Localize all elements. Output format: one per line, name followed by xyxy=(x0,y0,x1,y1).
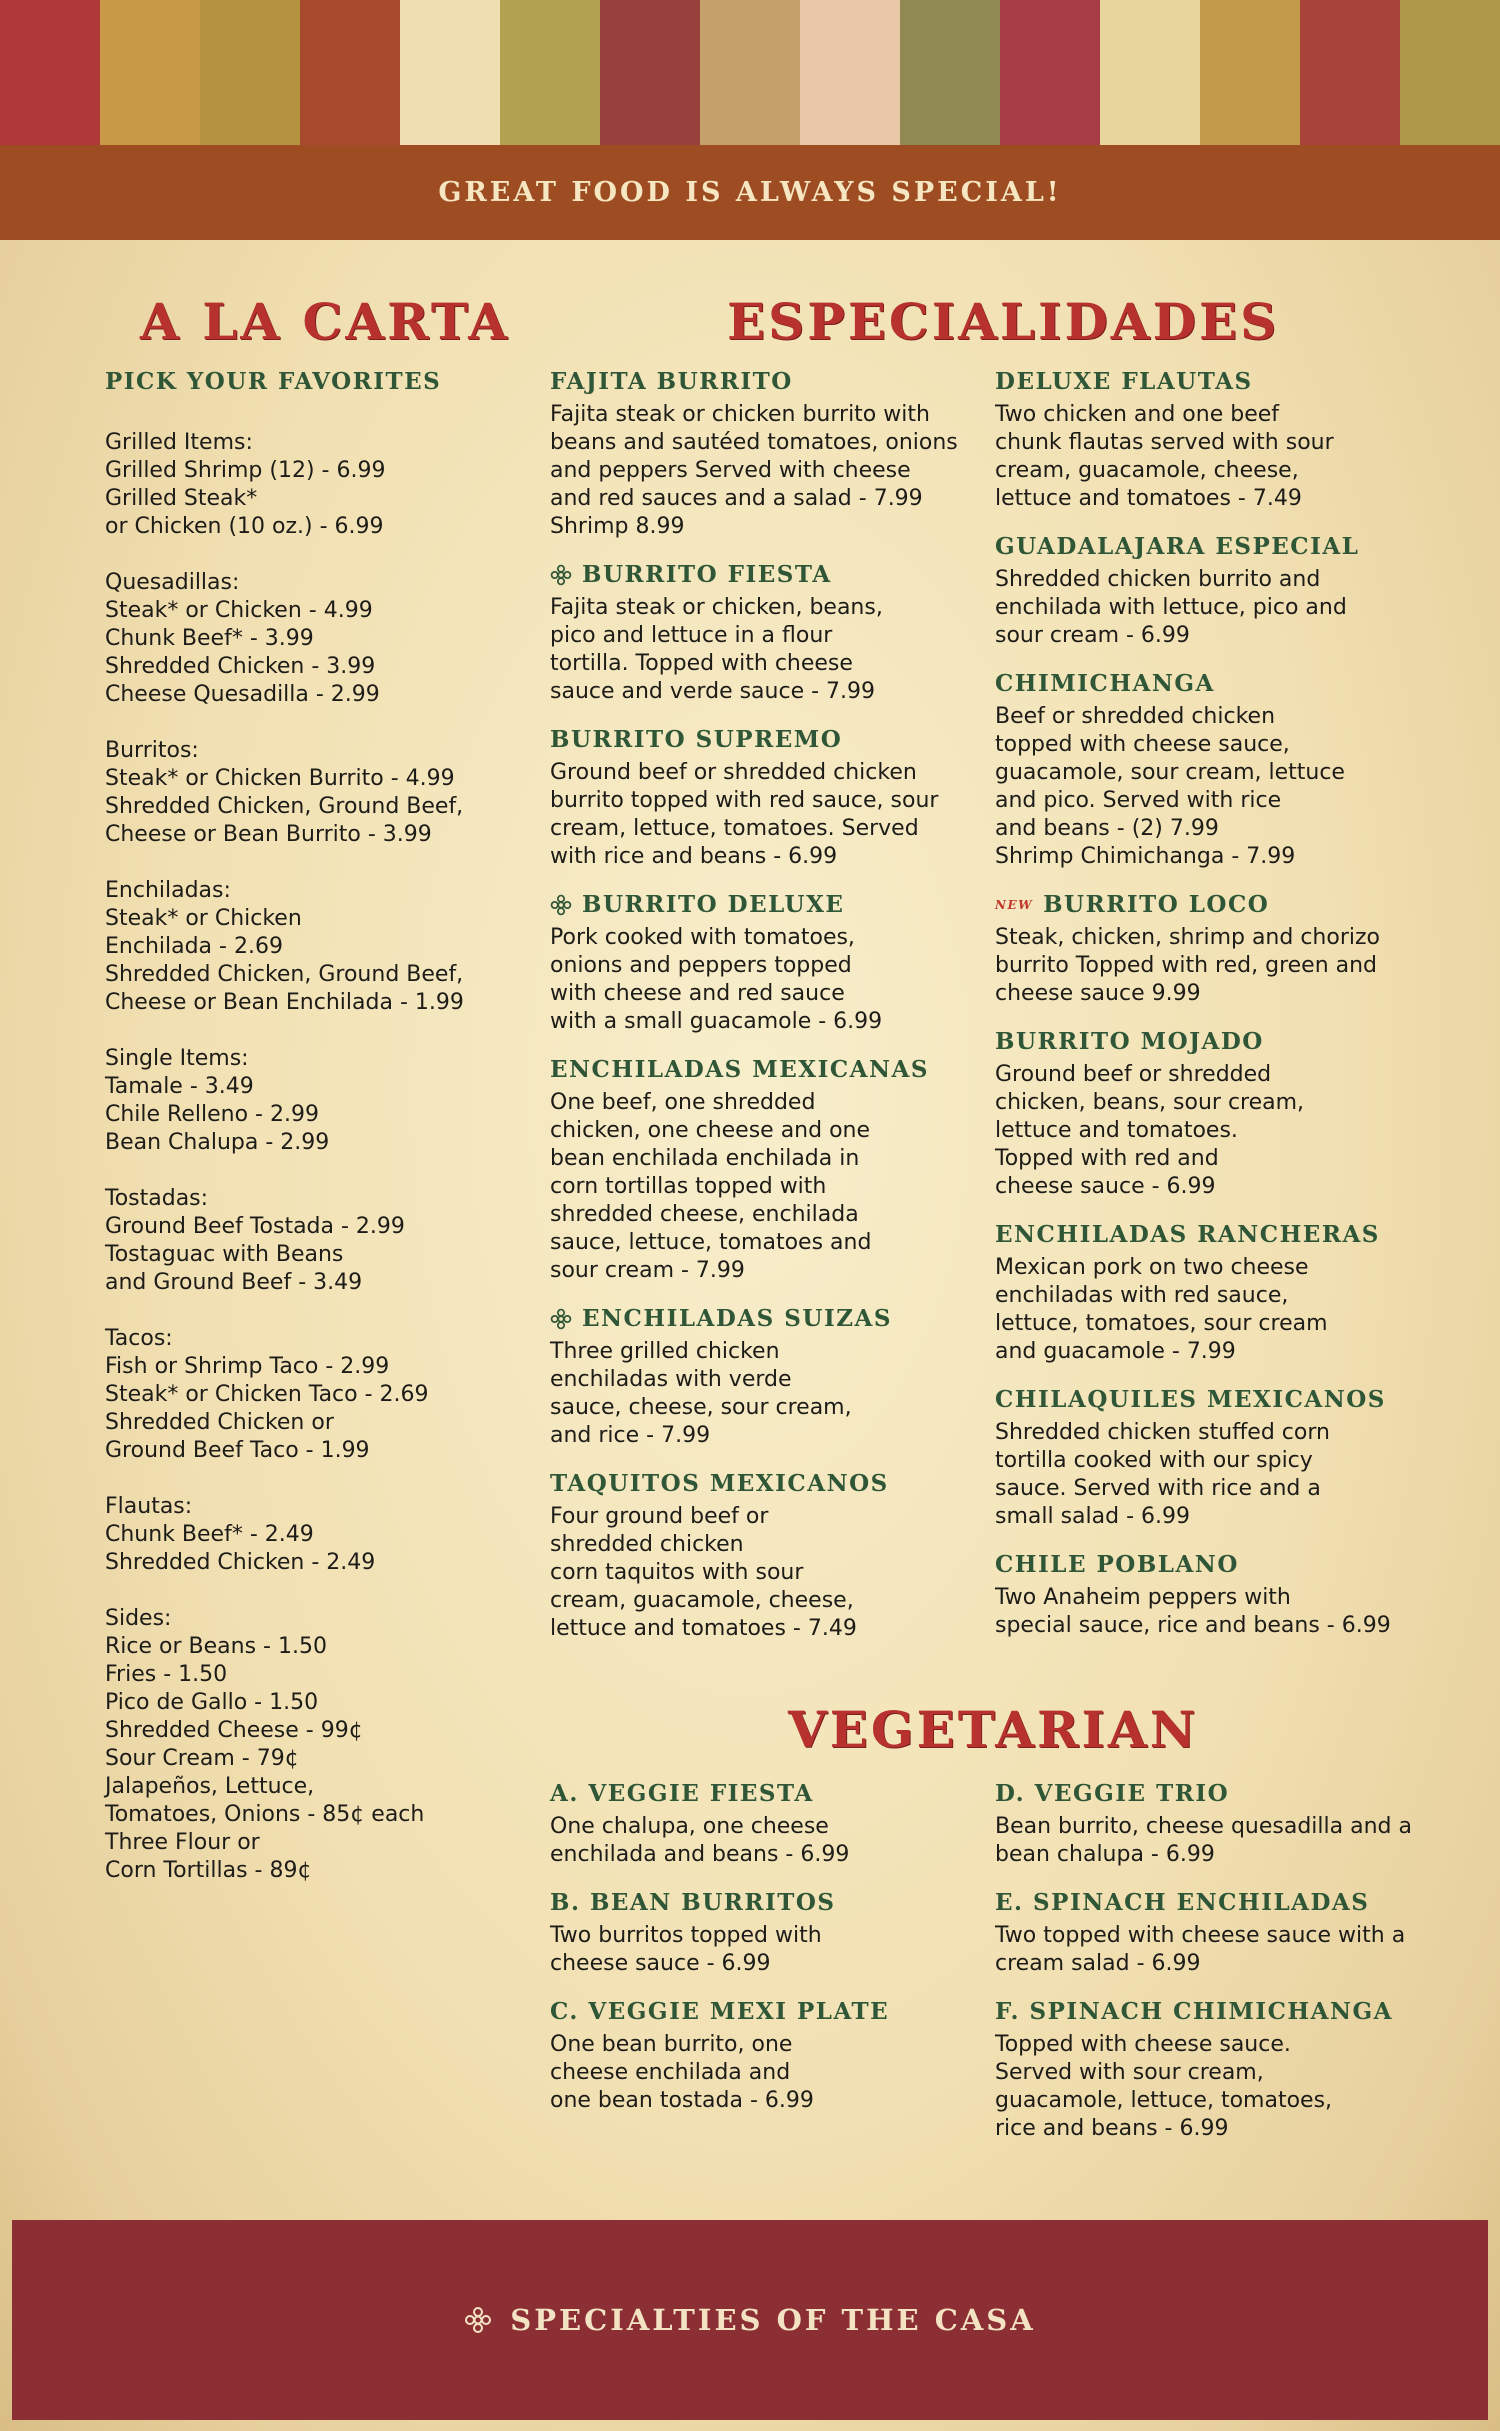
flower-icon xyxy=(550,564,572,586)
menu-item xyxy=(995,1028,1415,1201)
menu-item xyxy=(550,891,970,1036)
menu-item xyxy=(550,1998,970,2115)
menu-item-description: Two Anaheim peppers with special sauce, rice and beans - 6.99 xyxy=(995,1585,1391,1638)
menu-item-title xyxy=(550,891,970,918)
stripe xyxy=(1200,0,1300,145)
menu-item xyxy=(995,368,1415,513)
menu-item-description: Four ground beef or shredded chicken corn taquitos with sour cream, guacamole, cheese, lettuce and tomatoes - 7.49 xyxy=(550,1504,857,1641)
menu-item xyxy=(995,1780,1415,1869)
menu-item xyxy=(995,1386,1415,1531)
menu-item-description: Fajita steak or chicken, beans, pico and lettuce in a flour tortilla. Topped with cheese sauce and verde sauce - 7.99 xyxy=(550,595,883,704)
menu-item-description: Ground beef or shredded chicken burrito topped with red sauce, sour cream, lettuce, tomatoes. Served with rice and beans - 6.99 xyxy=(550,760,939,869)
menu-item-name: BURRITO MOJADO xyxy=(995,1028,1264,1055)
menu-item xyxy=(995,1889,1415,1978)
top-banner xyxy=(0,145,1500,240)
stripe xyxy=(400,0,500,145)
flower-icon xyxy=(550,894,572,916)
menu-item-title xyxy=(995,368,1415,395)
stripe xyxy=(700,0,800,145)
menu-item-title xyxy=(550,1305,970,1332)
a-la-carta-title: A LA CARTA xyxy=(140,292,511,351)
menu-item xyxy=(550,1889,970,1978)
menu-item-description: Fajita steak or chicken burrito with beans and sautéed tomatoes, onions and peppers Served with cheese and red sauces and a salad - 7.99 Shrimp 8.99 xyxy=(550,402,958,539)
menu-item-title xyxy=(995,1998,1415,2025)
menu-item-title xyxy=(995,670,1415,697)
menu-item-name: ENCHILADAS MEXICANAS xyxy=(550,1056,929,1083)
menu-item-description: Steak, chicken, shrimp and chorizo burrito Topped with red, green and cheese sauce 9.99 xyxy=(995,925,1380,1006)
a-la-carta-group: Burritos: Steak* or Chicken Burrito - 4.99 Shredded Chicken, Ground Beef, Cheese or Bean Burrito - 3.99 xyxy=(105,738,464,847)
menu-item-name: GUADALAJARA ESPECIAL xyxy=(995,533,1360,560)
menu-item xyxy=(550,1056,970,1285)
menu-item-title xyxy=(995,1889,1415,1916)
especialidades-column-2 xyxy=(995,368,1415,1660)
menu-item-name: E. SPINACH ENCHILADAS xyxy=(995,1889,1370,1916)
menu-item-name: C. VEGGIE MEXI PLATE xyxy=(550,1998,890,2025)
a-la-carta-group: Sides: Rice or Beans - 1.50 Fries - 1.50 Pico de Gallo - 1.50 Shredded Cheese - 99¢ Sour Cream - 79¢ Jalapeños, Lettuce, Tomatoes, Onions - 85¢ each Three Flour or Corn Tortillas - 89¢ xyxy=(105,1606,425,1883)
stripe xyxy=(0,0,100,145)
menu-item-title xyxy=(550,1889,970,1916)
a-la-carta-group: Flautas: Chunk Beef* - 2.49 Shredded Chicken - 2.49 xyxy=(105,1494,376,1575)
menu-item-name: DELUXE FLAUTAS xyxy=(995,368,1253,395)
menu-item-title xyxy=(550,368,970,395)
stripe xyxy=(600,0,700,145)
stripe xyxy=(200,0,300,145)
menu-item-title xyxy=(550,1780,970,1807)
menu-item xyxy=(550,1780,970,1869)
menu-item-description: Mexican pork on two cheese enchiladas with red sauce, lettuce, tomatoes, sour cream and guacamole - 7.99 xyxy=(995,1255,1328,1364)
menu-item-description: One bean burrito, one cheese enchilada and one bean tostada - 6.99 xyxy=(550,2032,814,2113)
menu-item-description: One beef, one shredded chicken, one cheese and one bean enchilada enchilada in corn tortillas topped with shredded cheese, enchilada sauce, lettuce, tomatoes and sour cream - 7.99 xyxy=(550,1090,872,1283)
a-la-carta-group: Tostadas: Ground Beef Tostada - 2.99 Tostaguac with Beans and Ground Beef - 3.49 xyxy=(105,1186,405,1295)
menu-item-name: B. BEAN BURRITOS xyxy=(550,1889,836,1916)
menu-item-title xyxy=(550,726,970,753)
a-la-carta-group: Tacos: Fish or Shrimp Taco - 2.99 Steak* or Chicken Taco - 2.69 Shredded Chicken or Ground Beef Taco - 1.99 xyxy=(105,1326,429,1463)
menu-item-title xyxy=(550,1998,970,2025)
stripe xyxy=(1400,0,1500,145)
menu-item-name: ENCHILADAS SUIZAS xyxy=(582,1305,892,1332)
menu-item-description: Topped with cheese sauce. Served with sour cream, guacamole, lettuce, tomatoes, rice and beans - 6.99 xyxy=(995,2032,1333,2141)
menu-item-description: Beef or shredded chicken topped with cheese sauce, guacamole, sour cream, lettuce and pico. Served with rice and beans - (2) 7.99 Shrimp Chimichanga - 7.99 xyxy=(995,704,1345,869)
stripe xyxy=(800,0,900,145)
menu-item-title xyxy=(550,1470,970,1497)
menu-item xyxy=(550,1470,970,1643)
vegetarian-title: VEGETARIAN xyxy=(788,1700,1199,1759)
especialidades-title: ESPECIALIDADES xyxy=(727,292,1280,351)
menu-item-name: BURRITO DELUXE xyxy=(582,891,845,918)
stripe xyxy=(1300,0,1400,145)
especialidades-column-1 xyxy=(550,368,970,1663)
menu-item-description: Two chicken and one beef chunk flautas served with sour cream, guacamole, cheese, lettuce and tomatoes - 7.49 xyxy=(995,402,1334,511)
stripe xyxy=(100,0,200,145)
footer-text: SPECIALTIES OF THE CASA xyxy=(510,2303,1036,2337)
menu-item xyxy=(995,670,1415,871)
a-la-carta-column xyxy=(105,368,525,1913)
menu-item xyxy=(995,1998,1415,2143)
stripe xyxy=(300,0,400,145)
stripe xyxy=(1100,0,1200,145)
a-la-carta-group: Enchiladas: Steak* or Chicken Enchilada - 2.69 Shredded Chicken, Ground Beef, Cheese or Bean Enchilada - 1.99 xyxy=(105,878,464,1015)
menu-item-name: F. SPINACH CHIMICHANGA xyxy=(995,1998,1394,2025)
menu-item-title xyxy=(995,1551,1415,1578)
menu-item-name: ENCHILADAS RANCHERAS xyxy=(995,1221,1380,1248)
menu-item xyxy=(550,561,970,706)
menu-item-title xyxy=(995,891,1415,918)
a-la-carta-group: Single Items: Tamale - 3.49 Chile Relleno - 2.99 Bean Chalupa - 2.99 xyxy=(105,1046,330,1155)
menu-item-title xyxy=(550,561,970,588)
menu-item-name: BURRITO FIESTA xyxy=(582,561,832,588)
banner-text: GREAT FOOD IS ALWAYS SPECIAL! xyxy=(438,177,1062,208)
menu-item-name: CHIMICHANGA xyxy=(995,670,1215,697)
menu-item xyxy=(995,891,1415,1008)
menu-item-description: Two topped with cheese sauce with a cream salad - 6.99 xyxy=(995,1923,1406,1976)
menu-item xyxy=(550,726,970,871)
vegetarian-column-1 xyxy=(550,1780,970,2135)
menu-item-description: Pork cooked with tomatoes, onions and peppers topped with cheese and red sauce with a small guacamole - 6.99 xyxy=(550,925,883,1034)
a-la-carta-groups xyxy=(105,429,525,1885)
menu-item-description: Two burritos topped with cheese sauce - 6.99 xyxy=(550,1923,822,1976)
menu-item-title xyxy=(995,1386,1415,1413)
menu-item-title xyxy=(995,1028,1415,1055)
menu-item-description: Ground beef or shredded chicken, beans, sour cream, lettuce and tomatoes. Topped with red and cheese sauce - 6.99 xyxy=(995,1062,1305,1199)
menu-item-description: Shredded chicken stuffed corn tortilla cooked with our spicy sauce. Served with rice and a small salad - 6.99 xyxy=(995,1420,1330,1529)
stripe xyxy=(1000,0,1100,145)
menu-item-name: BURRITO LOCO xyxy=(1043,891,1270,918)
bottom-footer xyxy=(12,2220,1488,2420)
menu-item-description: Shredded chicken burrito and enchilada with lettuce, pico and sour cream - 6.99 xyxy=(995,567,1347,648)
menu-item xyxy=(995,533,1415,650)
vegetarian-column-2 xyxy=(995,1780,1415,2163)
menu-item-name: A. VEGGIE FIESTA xyxy=(550,1780,814,1807)
menu-item xyxy=(995,1221,1415,1366)
menu-item-name: TAQUITOS MEXICANOS xyxy=(550,1470,889,1497)
menu-item-title xyxy=(550,1056,970,1083)
flower-icon xyxy=(464,2306,492,2334)
menu-item-name: CHILAQUILES MEXICANOS xyxy=(995,1386,1386,1413)
stripe xyxy=(900,0,1000,145)
menu-item xyxy=(995,1551,1415,1640)
menu-item-name: BURRITO SUPREMO xyxy=(550,726,843,753)
stripe xyxy=(500,0,600,145)
menu-item-name: FAJITA BURRITO xyxy=(550,368,793,395)
menu-item-description: One chalupa, one cheese enchilada and beans - 6.99 xyxy=(550,1814,850,1867)
a-la-carta-group: Grilled Items: Grilled Shrimp (12) - 6.99 Grilled Steak* or Chicken (10 oz.) - 6.99 xyxy=(105,430,386,539)
a-la-carta-group: Quesadillas: Steak* or Chicken - 4.99 Chunk Beef* - 3.99 Shredded Chicken - 3.99 Cheese Quesadilla - 2.99 xyxy=(105,570,380,707)
new-badge: NEW xyxy=(995,897,1034,912)
menu-item xyxy=(550,1305,970,1450)
menu-item-title xyxy=(995,1221,1415,1248)
menu-item-name: D. VEGGIE TRIO xyxy=(995,1780,1230,1807)
menu-item xyxy=(550,368,970,541)
decorative-stripes xyxy=(0,0,1500,145)
menu-item-description: Bean burrito, cheese quesadilla and a bean chalupa - 6.99 xyxy=(995,1814,1412,1867)
menu-item-description: Three grilled chicken enchiladas with verde sauce, cheese, sour cream, and rice - 7.99 xyxy=(550,1339,852,1448)
menu-item-title xyxy=(995,533,1415,560)
flower-icon xyxy=(550,1308,572,1330)
a-la-carta-subtitle: PICK YOUR FAVORITES xyxy=(105,368,442,395)
menu-item-name: CHILE POBLANO xyxy=(995,1551,1239,1578)
menu-item-title xyxy=(995,1780,1415,1807)
